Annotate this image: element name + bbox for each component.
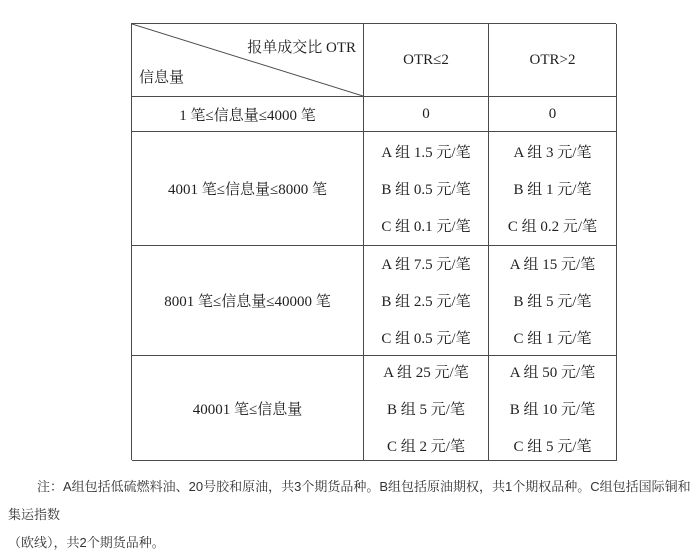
- row2-otr-le2-group-b: B 组 0.5 元/笔: [381, 182, 471, 198]
- row4-otr-le2-group-b: B 组 5 元/笔: [387, 401, 465, 418]
- row1-otr-gt2-value: 0: [489, 97, 617, 132]
- row3-otr-gt2-group-b: B 组 5 元/笔: [513, 294, 592, 310]
- row2-otr-gt2-values: [489, 132, 617, 246]
- diagonal-header-otr-label: 报单成交比 OTR: [247, 40, 356, 56]
- row3-otr-le2-group-b: B 组 2.5 元/笔: [381, 294, 471, 310]
- row3-otr-gt2-group-a: A 组 15 元/笔: [509, 257, 596, 273]
- row2-otr-le2-group-a: A 组 1.5 元/笔: [381, 145, 471, 161]
- row3-otr-le2-group-a: A 组 7.5 元/笔: [381, 257, 471, 273]
- row3-otr-gt2-values: [489, 246, 617, 356]
- row4-otr-le2-group-c: C 组 2 元/笔: [387, 438, 465, 455]
- footnote-line-1: 注：A组包括低硫燃料油、20号胶和原油，共3个期货品种。B组包括原油期权，共1个期权品种。C组包括国际铜和集运指数: [8, 479, 691, 522]
- row1-volume-label: 1 笔≤信息量≤4000 笔: [132, 97, 364, 132]
- row4-otr-gt2-group-c: C 组 5 元/笔: [513, 438, 592, 455]
- row4-volume-label: 40001 笔≤信息量: [132, 356, 364, 461]
- column-header-otr-le2: OTR≤2: [364, 24, 489, 97]
- row2-otr-le2-group-c: C 组 0.1 元/笔: [381, 219, 471, 235]
- row1-otr-le2-value: 0: [364, 97, 489, 132]
- row2-otr-gt2-group-c: C 组 0.2 元/笔: [507, 219, 598, 235]
- row4-otr-gt2-group-a: A 组 50 元/笔: [509, 364, 596, 381]
- column-header-otr-gt2: OTR>2: [489, 24, 617, 97]
- row3-otr-le2-values: [364, 246, 489, 356]
- row2-volume-label: 4001 笔≤信息量≤8000 笔: [132, 132, 364, 246]
- row2-otr-le2-values: [364, 132, 489, 246]
- row4-otr-gt2-group-b: B 组 10 元/笔: [509, 401, 596, 418]
- otr-fee-table: [131, 23, 616, 460]
- row3-otr-le2-group-c: C 组 0.5 元/笔: [381, 331, 471, 347]
- row2-otr-gt2-group-b: B 组 1 元/笔: [513, 182, 592, 198]
- footnote-line-2: （欧线），共2个期货品种。: [8, 535, 165, 550]
- row3-volume-label: 8001 笔≤信息量≤40000 笔: [132, 246, 364, 356]
- footnote: [8, 473, 696, 557]
- row4-otr-gt2-values: [489, 356, 617, 461]
- row4-otr-le2-group-a: A 组 25 元/笔: [383, 364, 469, 381]
- diagonal-header-volume-label: 信息量: [139, 70, 185, 86]
- row4-otr-le2-values: [364, 356, 489, 461]
- row2-otr-gt2-group-a: A 组 3 元/笔: [513, 145, 592, 161]
- diagonal-header-cell: [132, 24, 364, 97]
- row3-otr-gt2-group-c: C 组 1 元/笔: [513, 331, 592, 347]
